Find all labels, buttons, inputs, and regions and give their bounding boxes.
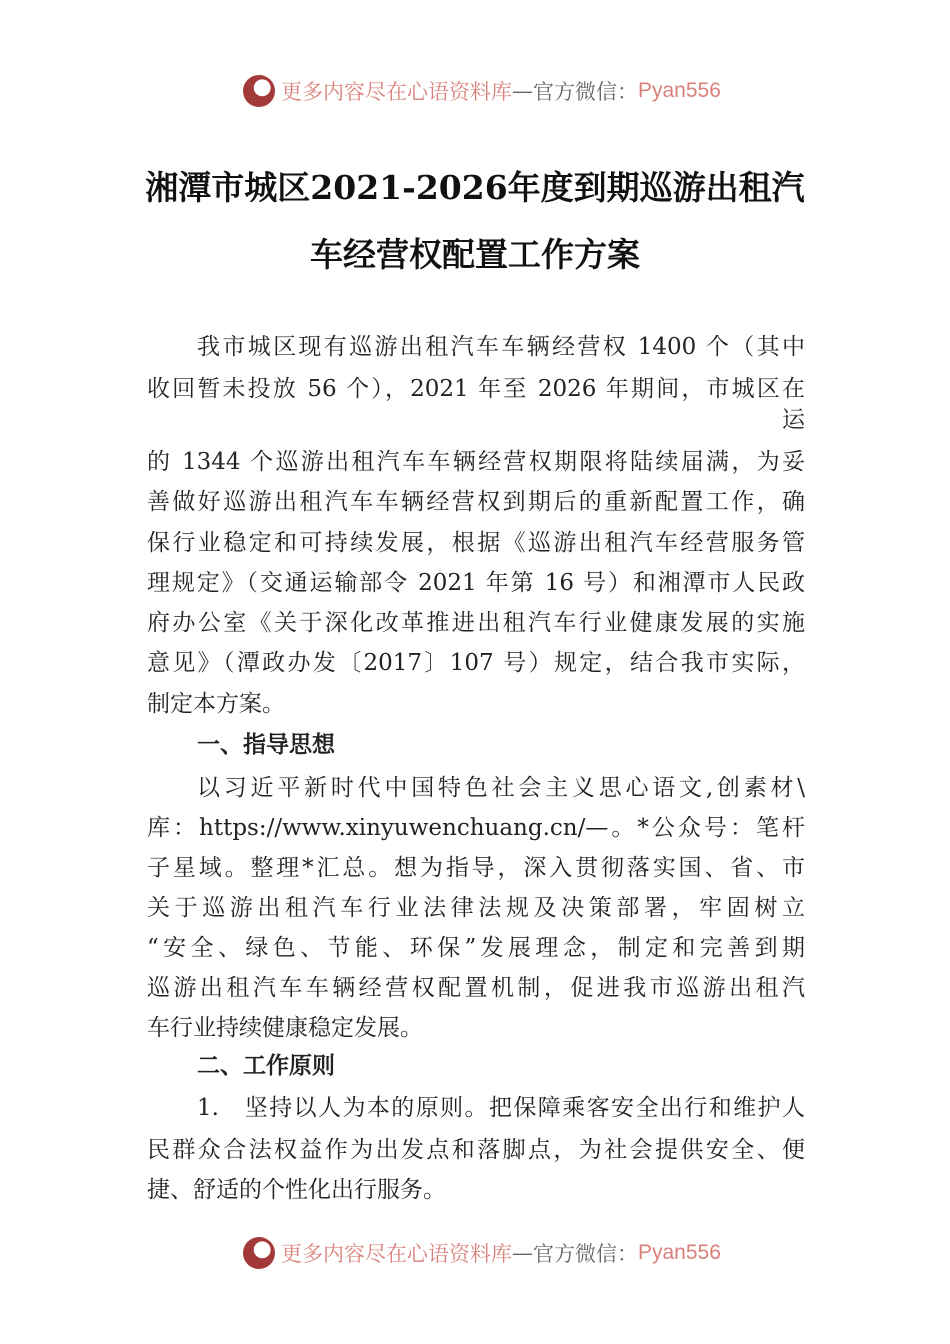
paragraph-line: 以习近平新时代中国特色社会主义思心语文,创素材\ bbox=[197, 775, 805, 801]
paragraph-line: 民群众合法权益作为出发点和落脚点，为社会提供安全、便 bbox=[147, 1137, 805, 1163]
watermark-id: Pyan556 bbox=[638, 1241, 721, 1264]
logo-icon bbox=[243, 75, 275, 107]
paragraph-line: 1. 坚持以人为本的原则。把保障乘客安全出行和维护人 bbox=[197, 1095, 805, 1121]
watermark-site: 更多内容尽在心语资料库 bbox=[281, 80, 512, 104]
paragraph-line: 善做好巡游出租汽车车辆经营权到期后的重新配置工作，确 bbox=[147, 489, 805, 515]
watermark-id: Pyan556 bbox=[638, 79, 721, 102]
watermark-sep: — bbox=[512, 1241, 533, 1265]
title-line-2: 车经营权配置工作方案 bbox=[310, 235, 640, 274]
paragraph-line: 保行业稳定和可持续发展，根据《巡游出租汽车经营服务管 bbox=[147, 530, 805, 556]
paragraph-line: 我市城区现有巡游出租汽车车辆经营权 1400 个（其中 bbox=[197, 334, 805, 360]
watermark-label: 官方微信： bbox=[533, 1242, 638, 1266]
paragraph-line: 捷、舒适的个性化出行服务。 bbox=[147, 1177, 446, 1203]
paragraph-line: 制定本方案。 bbox=[147, 691, 285, 717]
title-line-1: 湘潭市城区2021-2026年度到期巡游出租汽 bbox=[145, 168, 805, 207]
watermark-sep: — bbox=[512, 79, 533, 103]
watermark-footer bbox=[243, 1235, 721, 1271]
section-heading: 二、工作原则 bbox=[197, 1053, 335, 1079]
watermark-header bbox=[243, 73, 721, 109]
section-heading: 一、指导思想 bbox=[197, 732, 335, 758]
watermark-site: 更多内容尽在心语资料库 bbox=[281, 1242, 512, 1266]
watermark-label: 官方微信： bbox=[533, 80, 638, 104]
paragraph-line: 巡游出租汽车车辆经营权配置机制，促进我市巡游出租汽 bbox=[147, 975, 805, 1001]
paragraph-line: “安全、绿色、节能、环保”发展理念，制定和完善到期 bbox=[147, 935, 805, 961]
paragraph-line: 理规定》（交通运输部令 2021 年第 16 号）和湘潭市人民政 bbox=[147, 570, 805, 596]
paragraph-line: 的 1344 个巡游出租汽车车辆经营权期限将陆续届满，为妥 bbox=[147, 449, 805, 475]
logo-icon bbox=[243, 1237, 275, 1269]
paragraph-line: 收回暂未投放 56 个），2021 年至 2026 年期间，市城区在 bbox=[147, 376, 805, 402]
paragraph-line: 车行业持续健康稳定发展。 bbox=[147, 1015, 423, 1041]
section-heading: 运 bbox=[782, 407, 805, 433]
paragraph-line: 意见》（潭政办发〔2017〕107 号）规定，结合我市实际， bbox=[147, 650, 805, 676]
paragraph-line: 库：https://www.xinyuwenchuang.cn/—。*公众号：笔杆 bbox=[147, 815, 805, 841]
paragraph-line: 子星域。整理*汇总。想为指导，深入贯彻落实国、省、市 bbox=[147, 855, 805, 881]
paragraph-line: 关于巡游出租汽车行业法律法规及决策部署，牢固树立 bbox=[147, 895, 805, 921]
paragraph-line: 府办公室《关于深化改革推进出租汽车行业健康发展的实施 bbox=[147, 610, 805, 636]
